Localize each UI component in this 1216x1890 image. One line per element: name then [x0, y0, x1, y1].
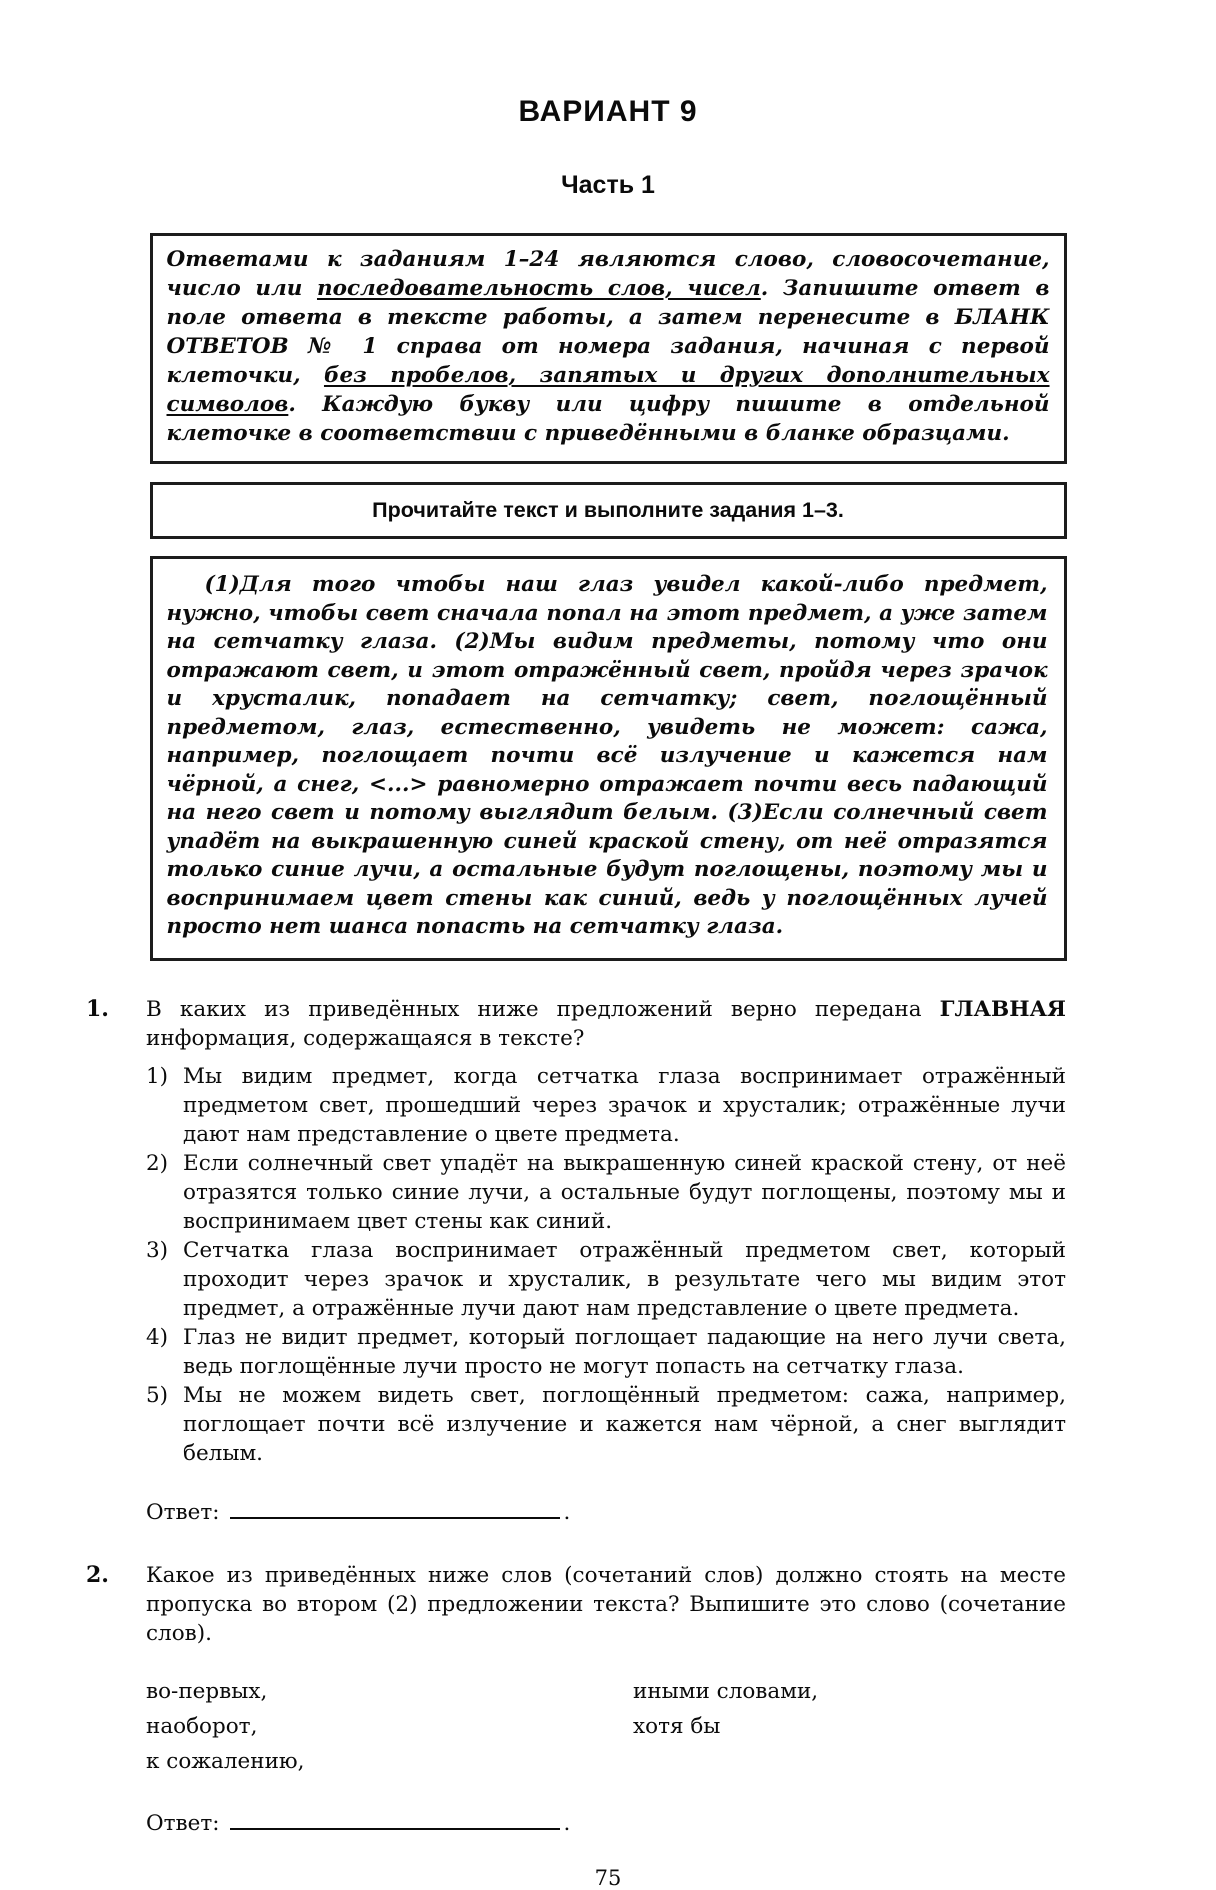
question-2 — [0, 1561, 1216, 1838]
option-2-text: Если солнечный свет упадёт на выкрашенную синей краской стену, от неё отразятся только синие лучи, а остальные будут поглощены, поэтому мы и воспринимаем цвет стены как синий. — [183, 1150, 1066, 1234]
option-4 — [146, 1323, 1066, 1381]
word-option: иными словами, — [633, 1678, 819, 1704]
option-3-number: 3) — [146, 1237, 169, 1263]
option-2-number: 2) — [146, 1150, 169, 1176]
instruction-box — [150, 233, 1067, 464]
question-1-answer-blank — [230, 1498, 560, 1518]
option-5-text: Мы не можем видеть свет, поглощённый предметом: сажа, например, поглощает почти всё излучение и кажется нам чёрной, а снег выглядит белым. — [183, 1382, 1066, 1466]
option-4-text: Глаз не видит предмет, который поглощает падающие на него лучи света, ведь поглощённые лучи просто не могут попасть на сетчатку глаза. — [183, 1324, 1066, 1379]
question-1 — [0, 995, 1216, 1527]
word-option: наоборот, — [146, 1713, 258, 1739]
instruction-text: Ответами к заданиям 1–24 являются слово, словосочетание, число или последовательность слов, чисел. Запишите ответ в поле ответа в тексте работы, а затем перенесите в БЛАНК ОТВЕТОВ № 1 справа от номера задания, начиная с первой клеточки, без пробелов, запятых и других дополнительных символов. Каждую букву или цифру пишите в отдельной клеточке в соответствии с приведёнными в бланке образцами. — [166, 247, 1050, 446]
question-2-answer-period: . — [563, 1810, 571, 1836]
question-1-answer-row — [146, 1498, 1066, 1527]
option-3-text: Сетчатка глаза воспринимает отражённый предметом свет, который проходит через зрачок и хрусталик, в результате чего мы видим этот предмет, а отражённые лучи дают нам представление о цвете предмета. — [183, 1237, 1066, 1321]
option-1 — [146, 1062, 1066, 1149]
option-4-number: 4) — [146, 1324, 169, 1350]
option-1-text: Мы видим предмет, когда сетчатка глаза воспринимает отражённый предметом свет, прошедший через зрачок и хрусталик; отражённые лучи дают нам представление о цвете предмета. — [183, 1063, 1066, 1147]
option-2 — [146, 1149, 1066, 1236]
question-1-answer-period: . — [563, 1499, 571, 1525]
word-option: к сожалению, — [146, 1748, 305, 1774]
question-2-answer-blank — [230, 1809, 560, 1829]
question-2-number: 2. — [86, 1561, 109, 1588]
question-1-answer-label: Ответ: — [146, 1499, 220, 1525]
question-2-answer-label: Ответ: — [146, 1810, 220, 1836]
part-heading: Часть 1 — [561, 171, 655, 199]
option-1-number: 1) — [146, 1063, 169, 1089]
question-1-options — [146, 1062, 1066, 1468]
option-5-number: 5) — [146, 1382, 169, 1408]
read-task-label: Прочитайте текст и выполните задания 1–3. — [372, 498, 844, 522]
option-5 — [146, 1381, 1066, 1468]
source-text: (1)Для того чтобы наш глаз увидел какой-либо предмет, нужно, чтобы свет сначала попал на этот предмет, а уже затем на сетчатку глаза. (2)Мы видим предметы, потому что они отражают свет, и этот отражённый свет, пройдя через зрачок и хрусталик, попадает на сетчатку; свет, поглощённый предметом, глаз, естественно, увидеть не может: сажа, например, поглощает почти всё излучение и кажется нам чёрной, а снег, <...> равномерно отражает почти весь падающий на него свет и потому выглядит белым. (3)Если солнечный свет упадёт на выкрашенную синей краской стену, от неё отразятся только синие лучи, а остальные будут поглощены, поэтому мы и воспринимаем цвет стены как синий, ведь у поглощённых лучей просто нет шанса попасть на сетчатку глаза. — [166, 572, 1048, 939]
word-column-left — [146, 1674, 633, 1779]
question-1-body — [146, 995, 1066, 1527]
question-1-number: 1. — [86, 995, 109, 1022]
question-2-prompt: Какое из приведённых ниже слов (сочетаний слов) должно стоять на месте пропуска во втором (2) предложении текста? Выпишите это слово (сочетание слов). — [146, 1562, 1066, 1646]
question-2-answer-row — [146, 1809, 1066, 1838]
page-number: 75 — [594, 1865, 622, 1890]
word-column-right — [633, 1674, 818, 1779]
source-text-box — [150, 556, 1067, 961]
question-1-prompt: В каких из приведённых ниже предложений верно передана ГЛАВНАЯ информация, содержащаяся в тексте? — [146, 996, 1066, 1051]
word-option: хотя бы — [633, 1713, 721, 1739]
read-task-box — [150, 482, 1067, 539]
option-3 — [146, 1236, 1066, 1323]
word-option: во-первых, — [146, 1678, 268, 1704]
page-title: ВАРИАНТ 9 — [518, 95, 698, 128]
question-2-word-options — [146, 1674, 1066, 1779]
question-2-body — [146, 1561, 1066, 1838]
